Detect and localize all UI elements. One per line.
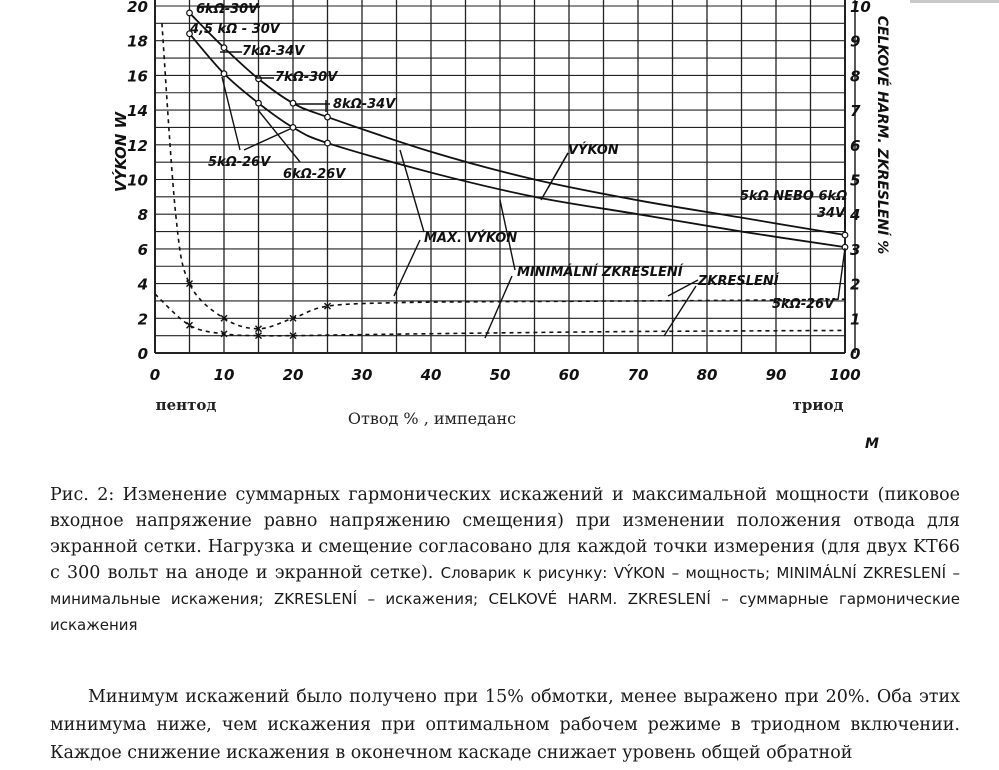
annotation-vykon: VÝKON	[568, 143, 619, 158]
annotation-5k-26v-right: 5kΩ-26V	[772, 297, 835, 312]
y-axis-left-label: VÝKON W	[112, 111, 130, 193]
data-point	[221, 71, 227, 77]
y-right-tick-label: 0	[850, 345, 861, 363]
y-left-tick-label: 8	[137, 206, 148, 225]
figure-caption	[50, 482, 960, 638]
y-right-tick-label: 8	[850, 67, 861, 86]
pointer-5k26-right	[838, 248, 845, 300]
y-right-tick-label: 3	[850, 240, 861, 259]
y-axis-right-label: CELKOVÉ HARM. ZKRESLENÍ %	[874, 15, 890, 255]
y-right-tick-label: 2	[850, 275, 861, 294]
data-point	[256, 76, 262, 82]
x-tick-label: 70	[627, 366, 649, 384]
y-right-tick-label: 1	[850, 310, 861, 329]
y-right-tick-label: 10	[850, 0, 871, 16]
x-tick-label: 90	[765, 366, 787, 384]
data-point	[256, 100, 262, 106]
annotation-34v: 34V	[817, 206, 846, 221]
annotation-5k-nebo-6k: 5kΩ NEBO 6kΩ	[740, 189, 848, 204]
corner-mark: M	[865, 436, 879, 452]
x-axis-left-end-label: пентод	[155, 396, 217, 414]
annotation-6k-26v: 6kΩ-26V	[283, 167, 346, 182]
y-right-tick-label: 6	[850, 136, 861, 155]
x-tick-label: 30	[351, 366, 373, 384]
x-tick-label: 100	[829, 366, 861, 384]
x-tick-label: 40	[420, 366, 442, 384]
pointer-5k26-a	[222, 77, 240, 150]
y-right-tick-label: 4	[850, 206, 861, 225]
data-point	[842, 232, 848, 238]
x-axis-label: Отвод % , импеданс	[347, 409, 517, 428]
y-left-tick-label: 6	[137, 240, 148, 259]
y-right-tick-label: 5	[850, 171, 861, 190]
annotation-4-5k-30v: 4,5 kΩ - 30V	[190, 22, 280, 37]
caption-glossary: Словарик к рисунку: VÝKON – мощность; MINIMÁLNÍ ZKRESLENÍ – минимальные искажения; ZKRESLENÍ – искажения; CELKOVÉ HARM. ZKRESLENÍ – суммарные гармонические искажения	[50, 564, 960, 634]
y-left-tick-label: 12	[127, 136, 148, 155]
annotation-7k-30v: 7kΩ-30V	[275, 70, 338, 85]
y-right-tick-label: 7	[850, 102, 861, 121]
x-tick-label: 10	[213, 366, 235, 384]
data-point	[221, 45, 227, 51]
data-point	[325, 114, 331, 120]
data-point	[325, 140, 331, 146]
y-left-tick-label: 10	[127, 171, 148, 190]
annotation-7k-34v: 7kΩ-34V	[242, 44, 305, 59]
x-tick-label: 60	[558, 366, 580, 384]
data-point	[187, 10, 193, 16]
x-tick-label: 20	[282, 366, 304, 384]
x-tick-label: 80	[696, 366, 718, 384]
series-line-minim-ln-zkreslen	[190, 34, 846, 247]
annotation-8k-34v: 8kΩ-34V	[333, 97, 396, 112]
y-right-tick-label: 9	[850, 32, 861, 51]
pointer-minzkresleni-b	[485, 276, 512, 338]
annotation-max-vykon: MAX. VÝKON	[424, 231, 518, 246]
y-left-tick-label: 14	[127, 102, 148, 121]
annotation-zkresleni: ZKRESLENÍ	[698, 274, 779, 289]
pointer-zkresleni-b	[664, 286, 696, 336]
y-left-tick-label: 0	[137, 345, 148, 363]
caption-main: Рис. 2: Изменение суммарных гармонических искажений и максимальной мощности (пиковое входное напряжение равно напряжению смещения) при изменении положения отвода для экранной сетки. Нагрузка и смещение согласовано для каждой точки измерения (для двух KT66 с 300 вольт на аноде и экранной сетке).	[50, 485, 960, 583]
annotation-5k-26v-left: 5kΩ-26V	[208, 155, 271, 170]
annotation-6k-30v: 6kΩ-30V	[196, 2, 259, 17]
x-axis-right-end-label: триод	[792, 396, 844, 414]
x-tick-label: 0	[149, 366, 161, 384]
y-left-tick-label: 2	[137, 310, 148, 329]
data-point	[290, 125, 296, 131]
pointer-5k26-b	[244, 129, 290, 150]
body-paragraph: Минимум искажений было получено при 15% обмотки, менее выражено при 20%. Оба этих минимума ниже, чем искажения при оптимальном рабочем режиме в триодном включении. Каждое снижение искажения в оконечном каскаде снижает уровень общей обратной	[50, 687, 960, 763]
y-left-tick-label: 16	[127, 67, 148, 86]
x-tick-label: 50	[489, 366, 511, 384]
pointer-vykon-b	[541, 153, 568, 200]
annotation-minimalni-zkresleni: MINIMÁLNÍ ZKRESLENÍ	[517, 265, 683, 280]
y-left-tick-label: 20	[127, 0, 148, 16]
y-left-tick-label: 18	[127, 32, 148, 51]
y-left-tick-label: 4	[137, 275, 148, 294]
data-point	[290, 100, 296, 106]
